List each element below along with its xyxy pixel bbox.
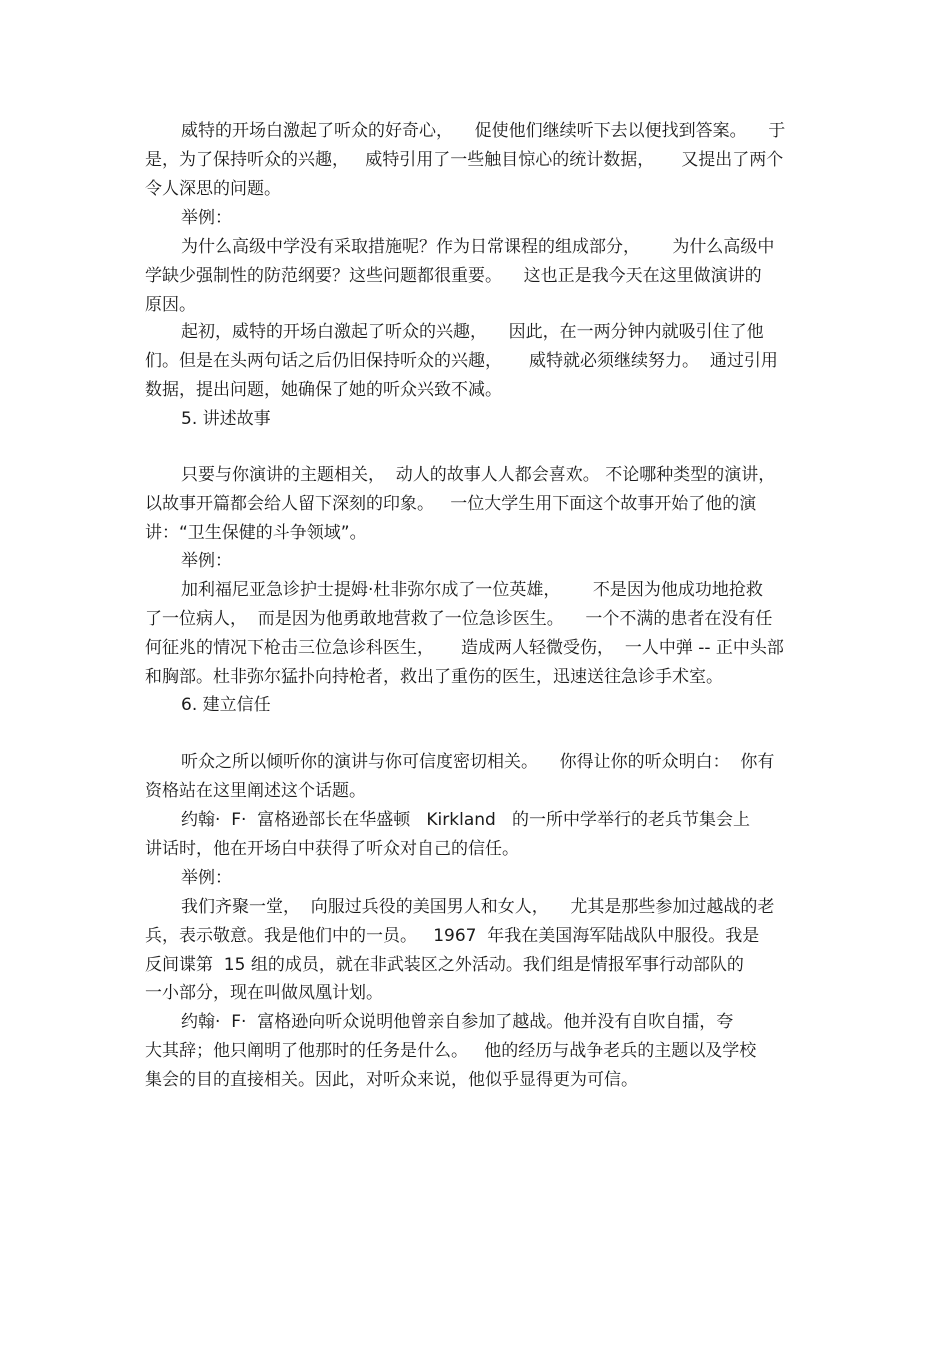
section-heading: 5. 讲述故事 [181, 409, 271, 429]
example-label: 举例： [181, 868, 232, 888]
example-label: 举例： [181, 551, 232, 571]
paragraph-line: 了一位病人， 而是因为他勇敢地营救了一位急诊医生。 一个不满的患者在没有任 [145, 609, 773, 629]
paragraph-line: 加利福尼亚急诊护士提姆·杜非弥尔成了一位英雄， 不是因为他成功地抢救 [181, 580, 763, 600]
paragraph-line: 以故事开篇都会给人留下深刻的印象。 一位大学生用下面这个故事开始了他的演 [145, 494, 757, 514]
example-label: 举例： [181, 208, 232, 228]
paragraph-line: 兵，表示敬意。我是他们中的一员。 1967 年我在美国海军陆战队中服役。我是 [145, 926, 760, 946]
paragraph-line: 大其辞；他只阐明了他那时的任务是什么。 他的经历与战争老兵的主题以及学校 [145, 1041, 757, 1061]
paragraph-line: 约翰· F· 富格逊部长在华盛顿 Kirkland 的一所中学举行的老兵节集会上 [181, 810, 751, 830]
paragraph-line: 是，为了保持听众的兴趣， 威特引用了一些触目惊心的统计数据， 又提出了两个 [145, 150, 784, 170]
paragraph-line: 只要与你演讲的主题相关， 动人的故事人人都会喜欢。 不论哪种类型的演讲， [181, 465, 776, 485]
paragraph-line: 资格站在这里阐述这个话题。 [145, 781, 366, 801]
paragraph-line: 约翰· F· 富格逊向听众说明他曾亲自参加了越战。他并没有自吹自擂，夸 [181, 1012, 734, 1032]
paragraph-line: 威特的开场白激起了听众的好奇心， 促使他们继续听下去以便找到答案。 于 [181, 121, 786, 141]
paragraph-line: 令人深思的问题。 [145, 179, 281, 199]
paragraph-line: 一小部分，现在叫做凤凰计划。 [145, 983, 383, 1003]
paragraph-line: 学缺少强制性的防范纲要？这些问题都很重要。 这也正是我今天在这里做演讲的 [145, 266, 762, 286]
paragraph-line: 原因。 [145, 295, 196, 315]
section-heading: 6. 建立信任 [181, 695, 271, 715]
paragraph-line: 讲：“卫生保健的斗争领域”。 [145, 523, 367, 543]
paragraph-line: 数据，提出问题，她确保了她的听众兴致不减。 [145, 380, 502, 400]
paragraph-line: 反间谍第 15 组的成员，就在非武装区之外活动。我们组是情报军事行动部队的 [145, 955, 744, 975]
paragraph-line: 们。但是在头两句话之后仍旧保持听众的兴趣， 威特就必须继续努力。 通过引用 [145, 351, 778, 371]
paragraph-line: 我们齐聚一堂， 向服过兵役的美国男人和女人， 尤其是那些参加过越战的老 [181, 897, 775, 917]
paragraph-line: 起初，威特的开场白激起了听众的兴趣， 因此，在一两分钟内就吸引住了他 [181, 322, 764, 342]
paragraph-line: 集会的目的直接相关。因此，对听众来说，他似乎显得更为可信。 [145, 1070, 638, 1090]
paragraph-line: 为什么高级中学没有采取措施呢？作为日常课程的组成部分， 为什么高级中 [181, 237, 775, 257]
paragraph-line: 和胸部。杜非弥尔猛扑向持枪者，救出了重伤的医生，迅速送往急诊手术室。 [145, 667, 723, 687]
paragraph-line: 何征兆的情况下枪击三位急诊科医生， 造成两人轻微受伤， 一人中弹 -- 正中头部 [145, 638, 784, 658]
paragraph-line: 听众之所以倾听你的演讲与你可信度密切相关。 你得让你的听众明白： 你有 [181, 752, 775, 772]
paragraph-line: 讲话时，他在开场白中获得了听众对自己的信任。 [145, 839, 519, 859]
